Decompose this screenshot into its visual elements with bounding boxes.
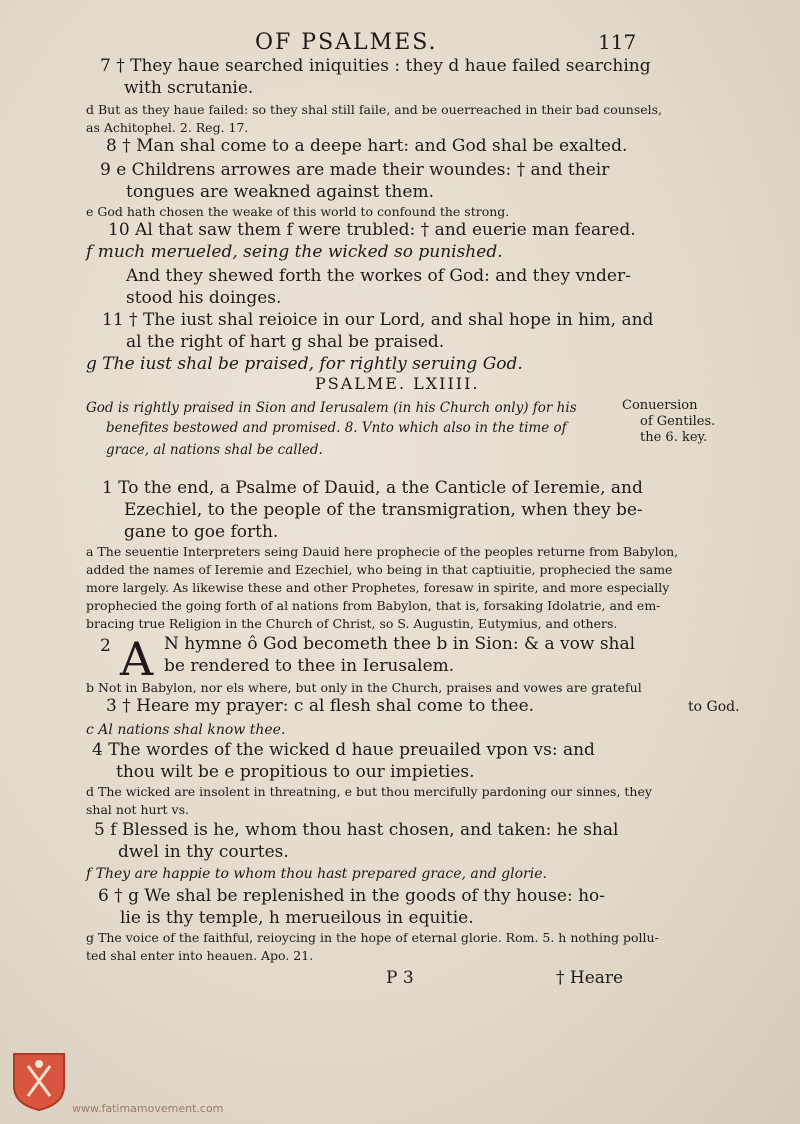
margin-note-key: the 6. key. [640,430,708,445]
verse-10: 10 Al that saw them f were trubled: † and euerie man feared. [108,220,636,240]
verse-8: 8 † Man shal come to a deepe hart: and God shal be exalted. [106,136,628,156]
note-a-5: bracing true Religion in the Church of Christ, so S. Augustin, Eutymius, and others. [86,616,618,631]
verse-4-cont: thou wilt be e propitious to our impieties. [116,762,475,782]
margin-note-conversion: Conuersion [622,398,698,413]
argument-line-3: grace, al nations shal be called. [106,442,323,458]
note-f: f much merueled, seing the wicked so punished. [86,242,503,262]
drop-cap: A [120,632,154,686]
verse-2-number: 2 [100,636,111,656]
verse-7-cont: with scrutanie. [124,78,254,98]
verse-7: 7 † They haue searched iniquities : they d haue failed searching [100,56,651,76]
note-a-2: added the names of Ieremie and Ezechiel, who being in that captiuitie, prophecied the same [86,562,673,577]
verse-2-cont: be rendered to thee in Ierusalem. [164,656,455,676]
verse-9-cont: tongues are weakned against them. [126,182,434,202]
verse-11: 11 † The iust shal reioice in our Lord, and shal hope in him, and [102,310,654,330]
verse-3: 3 † Heare my prayer: c al flesh shal come to thee. [106,696,535,716]
note-g-h: g The voice of the faithful, reioycing in the hope of eternal glorie. Rom. 5. h nothing pollu- [86,930,659,945]
verse-1-cont2: gane to goe forth. [124,522,279,542]
argument-line-1: God is rightly praised in Sion and Ierusalem (in his Church only) for his [86,400,577,416]
argument-line-2: benefites bestowed and promised. 8. Vnto which also in the time of [106,420,567,436]
note-c: c Al nations shal know thee. [86,722,286,738]
signature-mark: P 3 [386,968,414,988]
note-d-e-cont: shal not hurt vs. [86,802,189,817]
note-f-2: f They are happie to whom thou hast prepared grace, and glorie. [86,866,547,882]
shield-logo-icon [12,1052,66,1112]
verse-9: 9 e Childrens arrowes are made their woundes: † and their [100,160,610,180]
page-number: 117 [598,30,637,54]
verse-1: 1 To the end, a Psalme of Dauid, a the Canticle of Ieremie, and [102,478,643,498]
verse-10-cont2: stood his doinges. [126,288,282,308]
verse-4: 4 The wordes of the wicked d haue preuailed vpon vs: and [92,740,595,760]
note-b: b Not in Babylon, nor els where, but only in the Church, praises and vowes are grateful [86,680,642,695]
note-d-cont: as Achitophel. 2. Reg. 17. [86,120,249,135]
verse-1-cont: Ezechiel, to the people of the transmigration, when they be- [124,500,643,520]
verse-10-cont: And they shewed forth the workes of God: and they vnder- [126,266,631,286]
note-d-e: d The wicked are insolent in threatning, e but thou mercifully pardoning our sinnes, they [86,784,652,799]
note-a-1: a The seuentie Interpreters seing Dauid here prophecie of the peoples returne from Babylon, [86,544,679,559]
note-a-3: more largely. As likewise these and other Prophetes, foresaw in spirite, and more especially [86,580,670,595]
verse-2: N hymne ô God becometh thee b in Sion: & a vow shal [164,634,636,654]
margin-note-to-god: to God. [688,699,740,715]
note-g-h-cont: ted shal enter into heauen. Apo. 21. [86,948,314,963]
verse-5: 5 f Blessed is he, whom thou hast chosen, and taken: he shal [94,820,619,840]
catchword: † Heare [556,968,624,988]
margin-note-gentiles: of Gentiles. [640,414,716,429]
psalm-heading: PSALME. LXIIII. [315,374,480,393]
note-d: d But as they haue failed: so they shal still faile, and be ouerreached in their bad counsels, [86,102,663,117]
verse-11-cont: al the right of hart g shal be praised. [126,332,445,352]
note-e: e God hath chosen the weake of this world to confound the strong. [86,204,510,219]
note-g: g The iust shal be praised, for rightly seruing God. [86,354,523,374]
watermark-url: www.fatimamovement.com [72,1102,224,1115]
note-a-4: prophecied the going forth of al nations from Babylon, that is, forsaking Idolatrie, and em- [86,598,661,613]
running-head: OF PSALMES. [255,30,438,55]
verse-6-cont: lie is thy temple, h merueilous in equitie. [120,908,474,928]
verse-6: 6 † g We shal be replenished in the goods of thy house: ho- [98,886,606,906]
verse-5-cont: dwel in thy courtes. [118,842,289,862]
